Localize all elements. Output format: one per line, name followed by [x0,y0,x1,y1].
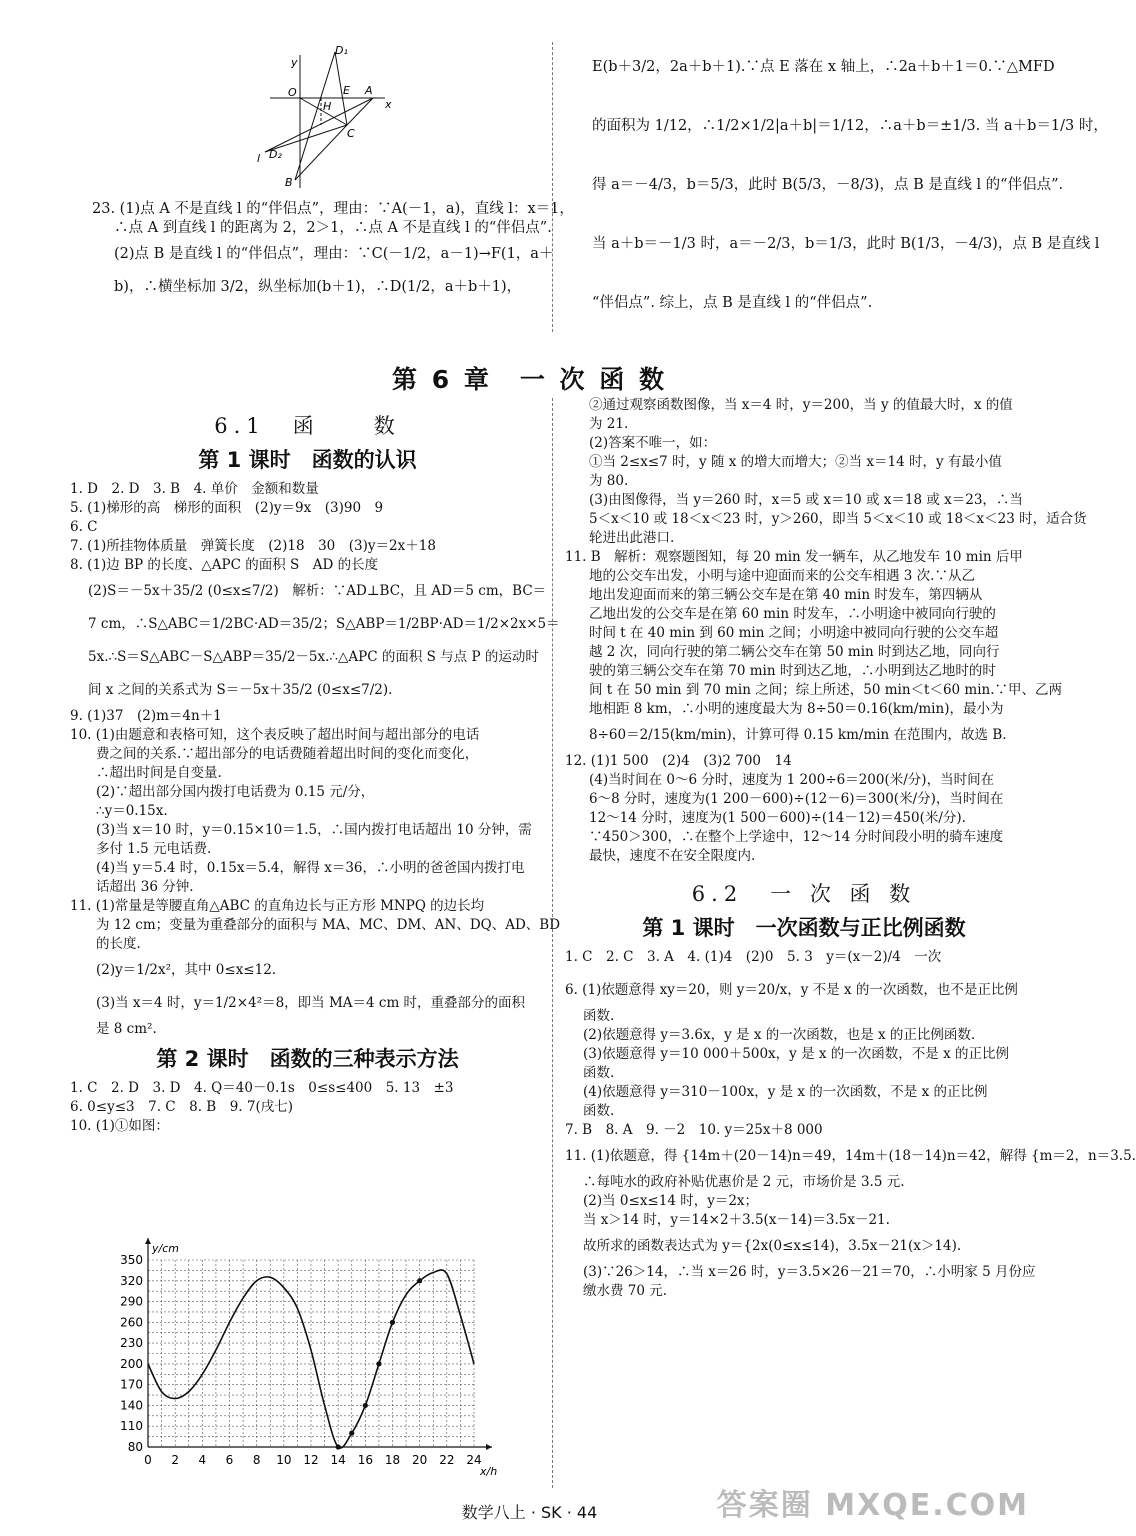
answer-line: 故所求的函数表达式为 y＝{2x(0≤x≤14)，3.5x－21(x＞14). [583,1238,962,1254]
answer-line: 11. B 解析：观察题图知，每 20 min 发一辆车，从乙地发车 10 min 后甲 [565,549,1023,565]
y-tick-label: 350 [120,1253,143,1267]
answer-line: 10. (1)由题意和表格可知，这个表反映了超出时间与超出部分的电话 [70,727,480,743]
right-column [565,396,1136,1301]
fig-label-D1: D₁ [335,44,348,57]
lesson2-answers [70,1079,545,1136]
answer-line: 1. C 2. D 3. D 4. Q＝40－0.1s 0≤s≤400 5. 13 ±3 [70,1080,454,1096]
answer-line: 8÷60＝2/15(km/min)，计算可得 0.15 km/min 在范围内，故选 B. [589,727,1007,743]
answer-line: 6. C [70,519,98,535]
answer-line: 7. B 8. A 9. －2 10. y＝25x＋8 000 [565,1122,823,1138]
answer-line: (4)当 y＝5.4 时，0.15x＝5.4，解得 x＝36，∴小明的爸爸国内拨打电 [96,860,525,876]
x-tick-label: 4 [198,1453,207,1467]
y-tick-label: 230 [120,1336,143,1351]
answer-line: ∴y＝0.15x. [96,803,168,819]
lesson-title-6-2: 第 1 课时 一次函数与正比例函数 [642,916,966,940]
text-line: 得 a＝－4/3，b＝5/3，此时 B(5/3，－8/3)，点 B 是直线 l 的“伴侣点”. [592,177,1064,193]
page-footer: 数学八上 · SK · 44 [461,1503,598,1522]
answer-line: 6～8 分时，速度为(1 200－600)÷(12－6)＝300(米/分)，当时间在 [589,791,1004,807]
chart-tick-labels [120,1253,482,1467]
x-tick-label: 24 [466,1453,482,1467]
answer-line: 11. (1)依题意，得 {14m＋(20－14)n＝49，14m＋(18－14)n＝42，解得 {m＝2，n＝3.5. [565,1148,1136,1164]
answer-line: 7. (1)所挂物体质量 弹簧长度 (2)18 30 (3)y＝2x＋18 [70,538,436,554]
answer-line: ∴超出时间是自变量. [96,765,222,781]
column-divider-top [552,42,553,332]
chart-grid [148,1260,474,1447]
answer-line: 为 80. [589,473,629,489]
y-tick-label: 260 [120,1315,143,1330]
x-tick-label: 22 [439,1453,455,1467]
fig-label-y: y [291,56,298,69]
answer-line: 的长度. [96,936,141,952]
text-line: E(b＋3/2，2a＋b＋1).∵点 E 落在 x 轴上，∴2a＋b＋1＝0.∵△MFD [592,59,1055,75]
left-column [70,404,561,1136]
answer-line: 最快，速度不在安全限度内. [589,848,756,864]
answer-line: 函数. [583,1065,615,1081]
answer-line: 当 x＞14 时，y＝14×2＋3.5(x－14)＝3.5x－21. [583,1212,890,1228]
data-point [349,1431,354,1436]
answer-line: 6. (1)依题意得 xy＝20，则 y＝20/x，y 不是 x 的一次函数，也不是正比例 [565,982,1018,998]
answer-line: 乙地出发的公交车是在第 60 min 时发车，∴小明途中被同向行驶的 [589,606,996,622]
right-answers-a [565,396,1087,866]
y-tick-label: 110 [120,1419,143,1434]
answer-line: ∴每吨水的政府补贴优惠价是 2 元，市场价是 3.5 元. [583,1174,905,1190]
answer-line: (2)当 0≤x≤14 时，y＝2x； [583,1193,759,1209]
answer-line: 9. (1)37 (2)m＝4n＋1 [70,708,222,724]
answer-line: 越 2 次，同向行驶的第二辆公交车在第 50 min 时到达乙地，同向行 [589,644,1000,660]
answer-line: 地的公交车出发，小明与途中迎面而来的公交车相遇 3 次.∵从乙 [589,568,975,584]
fig-label-A: A [365,84,373,97]
x-tick-label: 10 [276,1453,292,1467]
x-tick-label: 6 [225,1453,234,1467]
text-line: 当 a＋b＝－1/3 时，a＝－2/3，b＝1/3，此时 B(1/3，－4/3)，点 B 是直线 l [592,236,1100,252]
y-tick-label: 80 [127,1440,143,1454]
answer-line: 为 21. [589,416,629,432]
answer-line: 8. (1)边 BP 的长度、△APC 的面积 S AD 的长度 [70,557,379,573]
answer-line: 轮进出此港口. [589,530,675,546]
answer-line: 是 8 cm². [96,1021,157,1037]
data-point [417,1278,422,1283]
answer-line: ①当 2≤x≤7 时，y 随 x 的增大而增大；②当 x＝14 时，y 有最小值 [589,454,1002,470]
answer-line: 函数. [583,1103,615,1119]
function-graph [112,1232,512,1480]
answer-line: ②通过观察函数图像，当 x＝4 时，y＝200，当 y 的值最大时，x 的值 [589,397,1013,413]
answer-line: (2)S＝－5x＋35/2 (0≤x≤7/2) 解析：∵AD⊥BC，且 AD＝5 cm，BC＝ [88,583,547,599]
top-left-text [92,200,574,297]
fig-label-C: C [347,127,355,140]
answer-line: 12～14 分时，速度为(1 500－600)÷(14－12)＝450(米/分). [589,810,966,826]
text-line: ∴点 A 到直线 l 的距离为 2，2＞1，∴点 A 不是直线 l 的“伴侣点”. [114,220,552,236]
answer-line: 为 12 cm；变量为重叠部分的面积与 MA、MC、DM、AN、DQ、AD、BD [96,917,561,933]
answer-line: 函数. [583,1008,615,1024]
answer-line: 10. (1)①如图： [70,1118,169,1134]
answer-line: (3)∵26＞14，∴当 x＝26 时，y＝3.5×26－21＝70，∴小明家 5 月份应 [583,1264,1036,1280]
answer-line: 间 t 在 50 min 到 70 min 之间；综上所述，50 min＜t＜60 min.∵甲、乙两 [589,682,1063,698]
x-tick-label: 0 [144,1453,152,1467]
column-divider [552,398,553,1488]
x-tick-label: 16 [357,1453,373,1467]
text-line: (2)点 B 是直线 l 的“伴侣点”，理由：∵C(－1/2，a－1)→F(1，a＋ [114,246,554,262]
answer-line: 地相距 8 km，∴小明的速度最大为 8÷50＝0.16(km/min)，最小为 [589,701,1004,717]
answer-line: 话超出 36 分钟. [96,879,194,895]
x-tick-label: 8 [252,1453,261,1467]
geometry-figure [255,40,395,190]
lesson2-title: 第 2 课时 函数的三种表示方法 [156,1047,459,1071]
answer-line: (2)依题意得 y＝3.6x，y 是 x 的一次函数，也是 x 的正比例函数. [583,1027,976,1043]
top-right-text [592,58,1108,313]
answer-line: 1. C 2. C 3. A 4. (1)4 (2)0 5. 3 y＝(x－2)/4 一次 [565,949,942,965]
answer-line: 6. 0≤y≤3 7. C 8. B 9. 7(戌七) [70,1099,293,1115]
answer-line: (3)当 x＝4 时，y＝1/2×4²＝8，即当 MA＝4 cm 时，重叠部分的面积 [96,995,526,1011]
fig-label-O: O [288,86,297,99]
chapter-title: 第 6 章 一 次 函 数 [392,365,667,394]
answer-line: 驶的第三辆公交车在第 70 min 时到达乙地，∴小明到达乙地时的时 [589,663,996,679]
y-tick-label: 320 [120,1273,143,1288]
text-line: “伴侣点”. 综上，点 B 是直线 l 的“伴侣点”. [592,295,873,311]
lesson1-title: 第 1 课时 函数的认识 [198,448,417,472]
y-tick-label: 140 [120,1398,143,1413]
y-tick-label: 200 [120,1356,143,1371]
lesson1-answers [70,480,561,1039]
data-point [390,1320,395,1325]
answer-line: 缴水费 70 元. [583,1283,668,1299]
answer-line: 5＜x＜10 或 18＜x＜23 时，y＞260，即当 5＜x＜10 或 18＜x＜23 时，适合货 [589,511,1087,527]
answer-line: ∵450＞300，∴在整个上学途中，12～14 分时间段小明的骑车速度 [589,829,1004,845]
watermark-logo: 答案圈 MXQE.COM [716,1488,1029,1523]
section-title-6-1: 6.1 函 数 [214,414,401,438]
data-point [363,1403,368,1408]
section-title-6-2: 6.2 一 次 函 数 [691,882,917,906]
answer-line: 5. (1)梯形的高 梯形的面积 (2)y＝9x (3)90 9 [70,500,384,516]
answer-line: (2)y＝1/2x²，其中 0≤x≤12. [96,962,277,978]
text-line: 23. (1)点 A 不是直线 l 的“伴侣点”，理由：∵A(－1，a)，直线 l：x＝1， [92,201,574,217]
answer-line: (2)∵超出部分国内拨打电话费为 0.15 元/分， [96,784,375,800]
x-axis-label: x/h [480,1465,498,1478]
x-tick-label: 14 [330,1453,346,1467]
answer-line: (2)答案不唯一，如： [589,435,717,451]
answer-line: (3)依题意得 y＝10 000＋500x，y 是 x 的一次函数，不是 x 的正比例 [583,1046,1009,1062]
fig-label-H: H [323,100,332,113]
fig-label-l: l [257,152,261,165]
answer-line: 11. (1)常量是等腰直角△ABC 的直角边长与正方形 MNPQ 的边长均 [70,898,485,914]
answer-line: 5x.∴S＝S△ABC－S△ABP＝35/2－5x.∴△APC 的面积 S 与点 P 的运动时 [88,649,539,665]
right-answers-b [565,948,1136,1301]
y-tick-label: 290 [120,1294,143,1309]
y-axis-arrow [145,1238,151,1244]
text-line: 的面积为 1/12，∴1/2×1/2|a＋b|＝1/12，∴a＋b＝±1/3. 当 a＋b＝1/3 时， [592,118,1108,134]
fig-label-D2: D₂ [269,148,282,161]
data-point [336,1444,341,1449]
fig-label-x: x [385,98,392,111]
y-tick-label: 170 [120,1377,143,1392]
text-line: b)，∴横坐标加 3/2，纵坐标加(b＋1)，∴D(1/2，a＋b＋1)， [114,279,522,295]
answer-line: (4)当时间在 0～6 分时，速度为 1 200÷6＝200(米/分)，当时间在 [589,772,995,788]
fig-label-E: E [343,84,350,97]
answer-line: 多付 1.5 元电话费. [96,841,212,857]
x-tick-label: 18 [384,1453,401,1467]
y-axis-label: y/cm [152,1242,179,1255]
x-tick-label: 2 [171,1453,179,1467]
answer-line: 1. D 2. D 3. B 4. 单价 金额和数量 [70,481,319,497]
x-tick-label: 12 [303,1453,319,1467]
answer-line: (4)依题意得 y＝310－100x，y 是 x 的一次函数，不是 x 的正比例 [583,1084,988,1100]
answer-line: (3)当 x＝10 时，y＝0.15×10＝1.5，∴国内拨打电话超出 10 分钟，需 [96,822,532,838]
x-tick-label: 20 [412,1453,428,1467]
answer-line: 地出发迎面而来的第三辆公交车是在第 40 min 时发车，第四辆从 [589,587,983,603]
answer-line: 费之间的关系.∵超出部分的电话费随着超出时间的变化而变化， [96,746,479,762]
answer-line: 7 cm，∴S△ABC＝1/2BC·AD＝35/2；S△ABP＝1/2BP·AD＝1/2×2x×5＝ [88,616,560,632]
answer-line: (3)由图像得，当 y＝260 时，x＝5 或 x＝10 或 x＝18 或 x＝23，∴当 [589,492,1023,508]
answer-line: 间 x 之间的关系式为 S＝－5x＋35/2 (0≤x≤7/2). [88,682,393,698]
fig-label-B: B [285,176,293,189]
x-axis-arrow [486,1444,492,1450]
data-point [376,1361,381,1366]
answer-line: 12. (1)1 500 (2)4 (3)2 700 14 [565,753,792,769]
answer-line: 时间 t 在 40 min 到 60 min 之间；小明途中被同向行驶的公交车超 [589,625,999,641]
